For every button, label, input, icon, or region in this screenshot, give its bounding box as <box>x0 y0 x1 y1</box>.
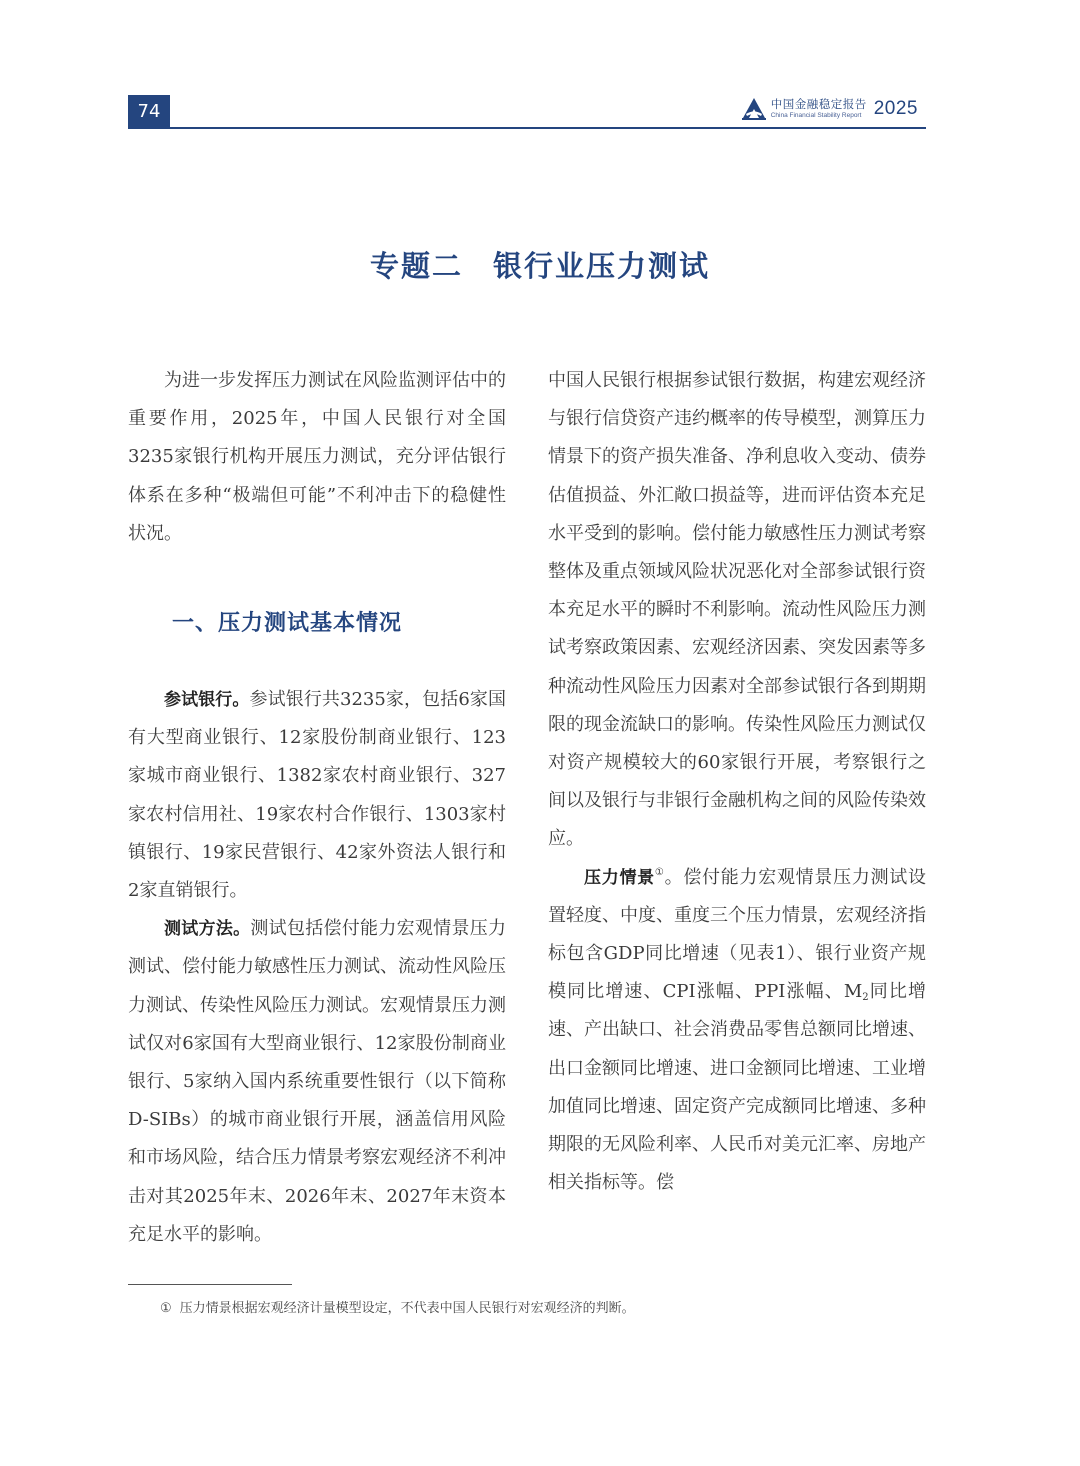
left-column <box>128 362 506 1254</box>
brand-name-en: China Financial Stability Report <box>770 111 862 119</box>
pboc-logo-icon <box>741 97 767 121</box>
banks-text: 参试银行共3235家，包括6家国有大型商业银行、12家股份制商业银行、123家城市商业银行、1382家农村商业银行、327家农村信用社、19家农村合作银行、1303家村镇银行、19家民营银行、42家外资法人银行和2家直销银行。 <box>128 689 506 902</box>
right-column <box>548 362 926 1202</box>
footnote-mark: ① <box>160 1301 172 1316</box>
footnote <box>160 1297 635 1316</box>
title-topic-number: 专题二 <box>369 249 463 283</box>
method-continued-paragraph: 中国人民银行根据参试银行数据，构建宏观经济与银行信贷资产违约概率的传导模型，测算压力情景下的资产损失准备、净利息收入变动、债券估值损益、外汇敞口损益等，进而评估资本充足水平受到的影响。偿付能力敏感性压力测试考察整体及重点领域风险状况恶化对全部参试银行资本充足水平的瞬时不利影响。流动性风险压力测试考察政策因素、宏观经济因素、突发因素等多种流动性风险压力因素对全部参试银行各到期期限的现金流缺口的影响。传染性风险压力测试仅对资产规模较大的60家银行开展，考察银行之间以及银行与非银行金融机构之间的风险传染效应。 <box>548 370 926 850</box>
m2-subscript: 2 <box>862 992 869 1004</box>
footnote-reference[interactable]: ① <box>654 866 665 878</box>
footnote-rule <box>128 1284 292 1285</box>
section-heading: 一、压力测试基本情况 <box>172 611 403 637</box>
intro-paragraph: 为进一步发挥压力测试在风险监测评估中的重要作用，2025年，中国人民银行对全国3235家银行机构开展压力测试，充分评估银行体系在多种“极端但可能”不利冲击下的稳健性状况。 <box>128 370 506 544</box>
method-text: 测试包括偿付能力宏观情景压力测试、偿付能力敏感性压力测试、流动性风险压力测试、传染性风险压力测试。宏观情景压力测试仅对6家国有大型商业银行、12家股份制商业银行、5家纳入国内系统重要性银行（以下简称D-SIBs）的城市商业银行开展，涵盖信用风险和市场风险，结合压力情景考察宏观经济不利冲击对其2025年末、2026年末、2027年末资本充足水平的影响。 <box>128 918 507 1245</box>
brand-name-cn: 中国金融稳定报告 <box>770 97 867 111</box>
header-rule <box>128 127 926 129</box>
scenario-paragraph <box>548 859 926 1203</box>
title-topic-name: 银行业压力测试 <box>493 249 711 283</box>
scenario-lead: 压力情景 <box>584 867 655 888</box>
page-title <box>0 244 1080 285</box>
banks-paragraph <box>128 681 506 910</box>
method-paragraph <box>128 910 506 1254</box>
banks-lead: 参试银行。 <box>164 690 250 711</box>
report-brand <box>741 97 918 121</box>
scenario-text-2: 同比增速、产出缺口、社会消费品零售总额同比增速、出口金额同比增速、进口金额同比增速、工业增加值同比增速、固定资产完成额同比增速、多种期限的无风险利率、人民币对美元汇率、房地产相关指标等。偿 <box>548 981 926 1194</box>
brand-year: 2025 <box>873 98 918 119</box>
method-lead: 测试方法。 <box>164 919 251 940</box>
footnote-text: 压力情景根据宏观经济计量模型设定，不代表中国人民银行对宏观经济的判断。 <box>179 1301 635 1316</box>
scenario-text-1: 。偿付能力宏观情景压力测试设置轻度、中度、重度三个压力情景，宏观经济指标包含GDP同比增速（见表1）、银行业资产规模同比增速、CPI涨幅、PPI涨幅、M <box>548 866 927 1003</box>
page-number: 74 <box>128 95 170 128</box>
